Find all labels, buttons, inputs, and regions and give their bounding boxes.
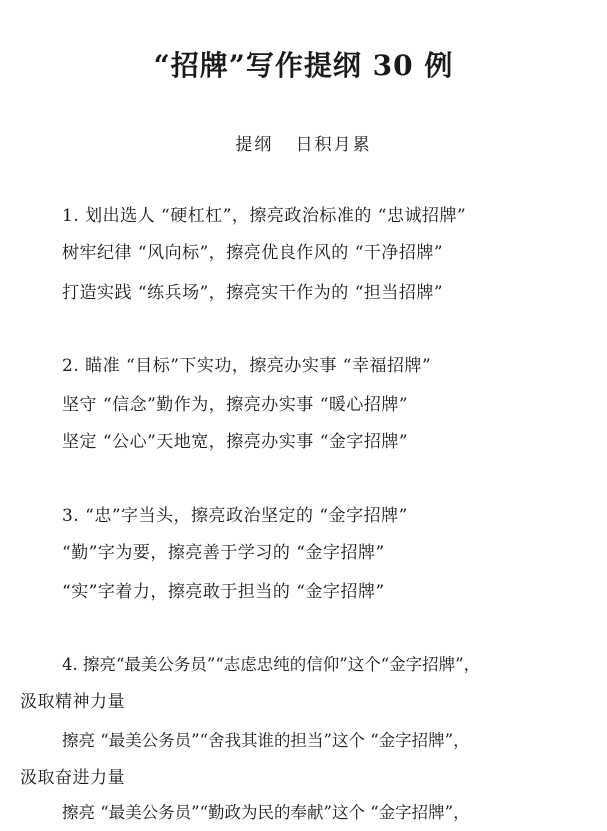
section-4-line-1: 4. 擦亮“最美公务员”“志虑忠纯的信仰”这个“金字招牌”， [62, 655, 481, 674]
section-4-line-2: 汲取精神力量 [20, 692, 125, 712]
section-1-line-1: 1. 划出选人 “硬杠杠”，擦亮政治标准的 “忠诚招牌” [62, 206, 467, 226]
section-2-line-1: 2. 瞄准 “目标”下实功，擦亮办实事 “幸福招牌” [62, 356, 432, 376]
section-3-line-2: “勤”字为要，擦亮善于学习的 “金字招牌” [62, 543, 385, 563]
section-3-line-1: 3. “忠”字当头，擦亮政治坚定的 “金字招牌” [62, 506, 408, 526]
document-subtitle: 提纲 日积月累 [235, 135, 372, 155]
section-1-line-3: 打造实践 “练兵场”，擦亮实干作为的 “担当招牌” [62, 283, 444, 303]
section-4-line-4: 汲取奋进力量 [20, 768, 125, 788]
section-3-line-3: “实”字着力，擦亮敢于担当的 “金字招牌” [62, 582, 385, 602]
section-2-line-2: 坚守 “信念”勤作为，擦亮办实事 “暖心招牌” [62, 395, 409, 415]
section-4-line-3: 擦亮 “最美公务员”“舍我其谁的担当”这个 “金字招牌”， [62, 731, 470, 750]
section-4-line-5: 擦亮 “最美公务员”“勤政为民的奉献”这个 “金字招牌”， [62, 803, 470, 822]
section-1-line-2: 树牢纪律 “风向标”，擦亮优良作风的 “干净招牌” [62, 243, 444, 263]
section-2-line-3: 坚定 “公心”天地宽，擦亮办实事 “金字招牌” [62, 432, 409, 452]
document-title: “招牌”写作提纲 30 例 [153, 49, 454, 82]
